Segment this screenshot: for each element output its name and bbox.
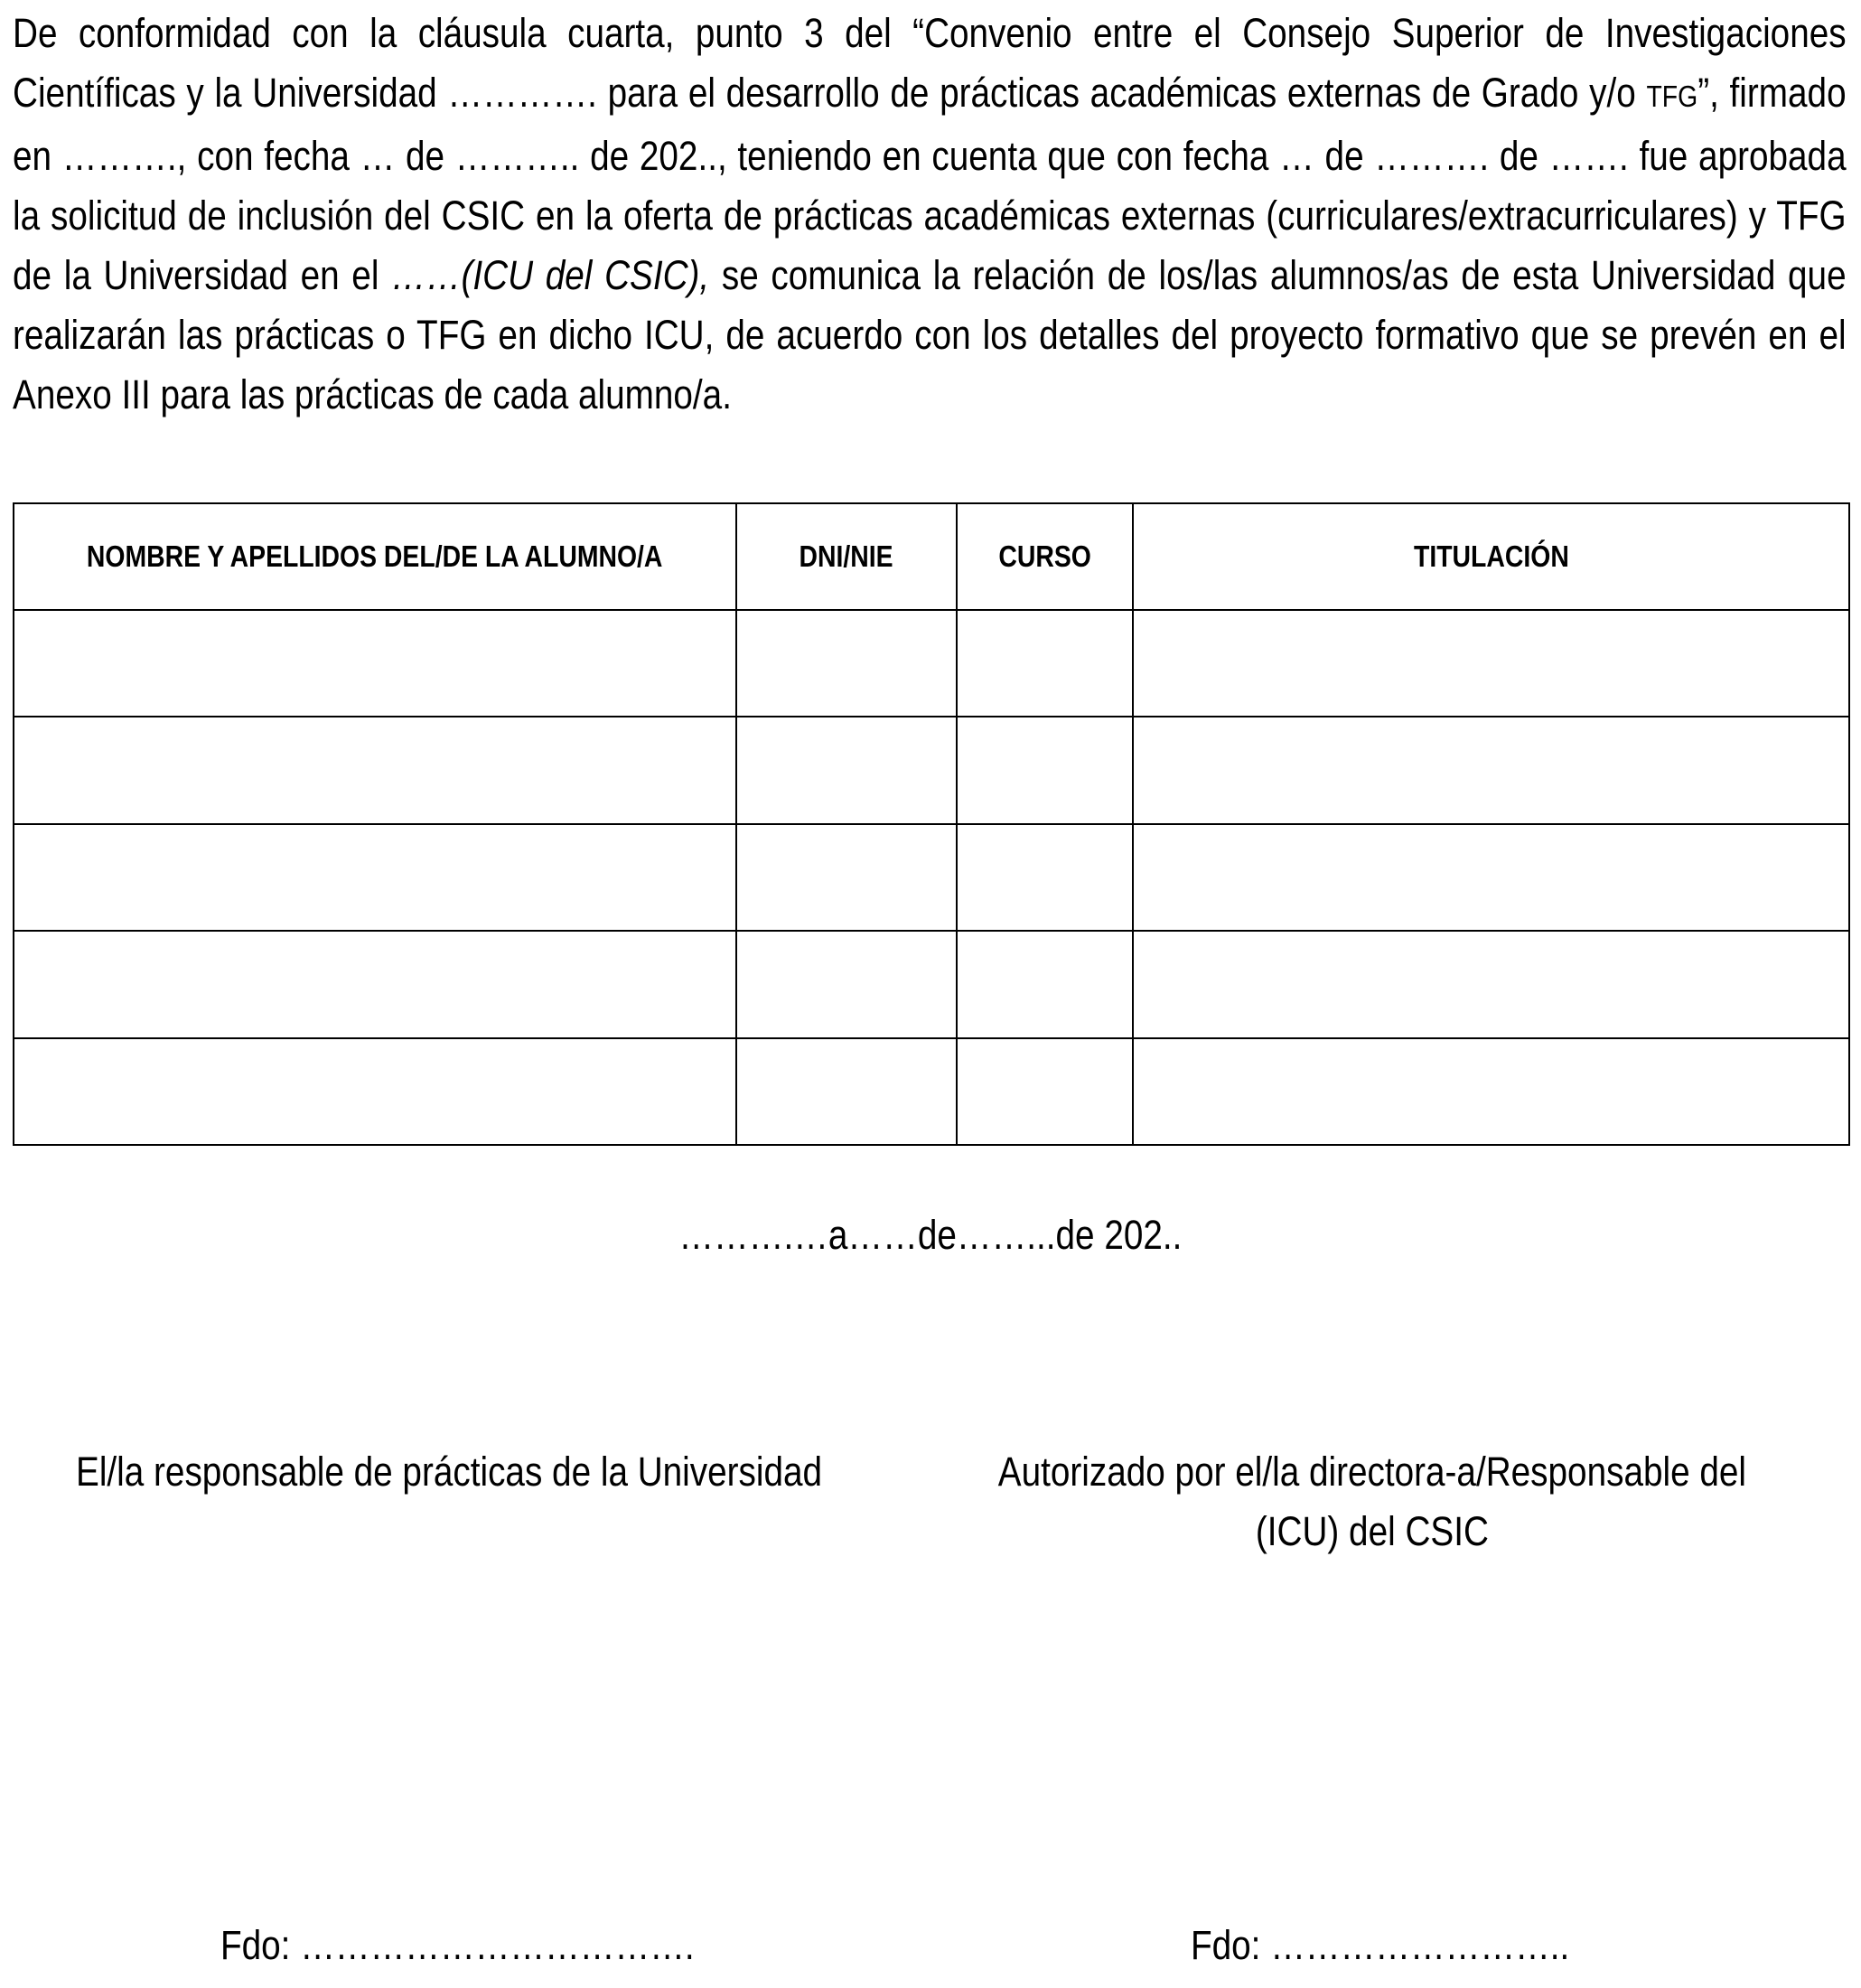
cell-dni-nie[interactable]	[736, 610, 957, 717]
header-nombre: NOMBRE Y APELLIDOS DEL/DE LA ALUMNO/A	[14, 503, 736, 610]
cell-curso[interactable]	[957, 1038, 1133, 1145]
cell-dni-nie[interactable]	[736, 931, 957, 1037]
csic-signature-line: Fdo: ……………………..	[1191, 1922, 1570, 1968]
university-signatory-title: El/la responsable de prácticas de la Universidad	[76, 1449, 823, 1495]
table-row	[14, 931, 1849, 1037]
intro-text-part2: ”, firmado en ………., con fecha … de ……….. de 202.., teniendo en cuenta que con fecha … de ………. de ……. fue aprobada la solicitud de inclusión del CSIC en la oferta de prácticas académicas externas (curriculares/extracurriculares) y TFG de la Universidad en el	[13, 70, 1847, 298]
cell-curso[interactable]	[957, 824, 1133, 931]
cell-curso[interactable]	[957, 717, 1133, 823]
students-table	[13, 502, 1850, 1146]
intro-text-tfg: TFG	[1646, 80, 1698, 113]
cell-titulacion[interactable]	[1133, 824, 1849, 931]
intro-text-part3: se comunica la relación de los/las alumnos/as de esta Universidad que realizarán las prácticas o TFG en dicho ICU, de acuerdo con los detalles del proyecto formativo que se prevén en el Anexo III para las prácticas de cada alumno/a.	[13, 252, 1847, 417]
intro-text-icu-italic: ……(ICU del CSIC),	[391, 252, 710, 298]
cell-curso[interactable]	[957, 610, 1133, 717]
header-curso: CURSO	[957, 503, 1133, 610]
cell-titulacion[interactable]	[1133, 931, 1849, 1037]
header-dni-nie: DNI/NIE	[736, 503, 957, 610]
intro-text-part1: De conformidad con la cláusula cuarta, punto 3 del “Convenio entre el Consejo Superior de Investigaciones Científicas y la Universidad …………. para el desarrollo de prácticas académicas externas de Grado y/o	[13, 10, 1847, 116]
cell-curso[interactable]	[957, 931, 1133, 1037]
header-titulacion: TITULACIÓN	[1133, 503, 1849, 610]
cell-nombre[interactable]	[14, 824, 736, 931]
cell-nombre[interactable]	[14, 717, 736, 823]
cell-titulacion[interactable]	[1133, 610, 1849, 717]
csic-signatory-title: Autorizado por el/la directora-a/Responsable del (ICU) del CSIC	[997, 1449, 1747, 1554]
intro-paragraph	[13, 4, 1847, 425]
university-signature-line: Fdo: …………………………….	[220, 1922, 695, 1968]
table-row	[14, 824, 1849, 931]
cell-titulacion[interactable]	[1133, 717, 1849, 823]
place-date-line: ……….…a……de……...de 202..	[678, 1212, 1183, 1258]
cell-dni-nie[interactable]	[736, 717, 957, 823]
cell-dni-nie[interactable]	[736, 1038, 957, 1145]
table-row	[14, 610, 1849, 717]
cell-titulacion[interactable]	[1133, 1038, 1849, 1145]
table-header-row	[14, 503, 1849, 610]
cell-nombre[interactable]	[14, 931, 736, 1037]
cell-nombre[interactable]	[14, 1038, 736, 1145]
cell-nombre[interactable]	[14, 610, 736, 717]
table-row	[14, 717, 1849, 823]
cell-dni-nie[interactable]	[736, 824, 957, 931]
table-row	[14, 1038, 1849, 1145]
